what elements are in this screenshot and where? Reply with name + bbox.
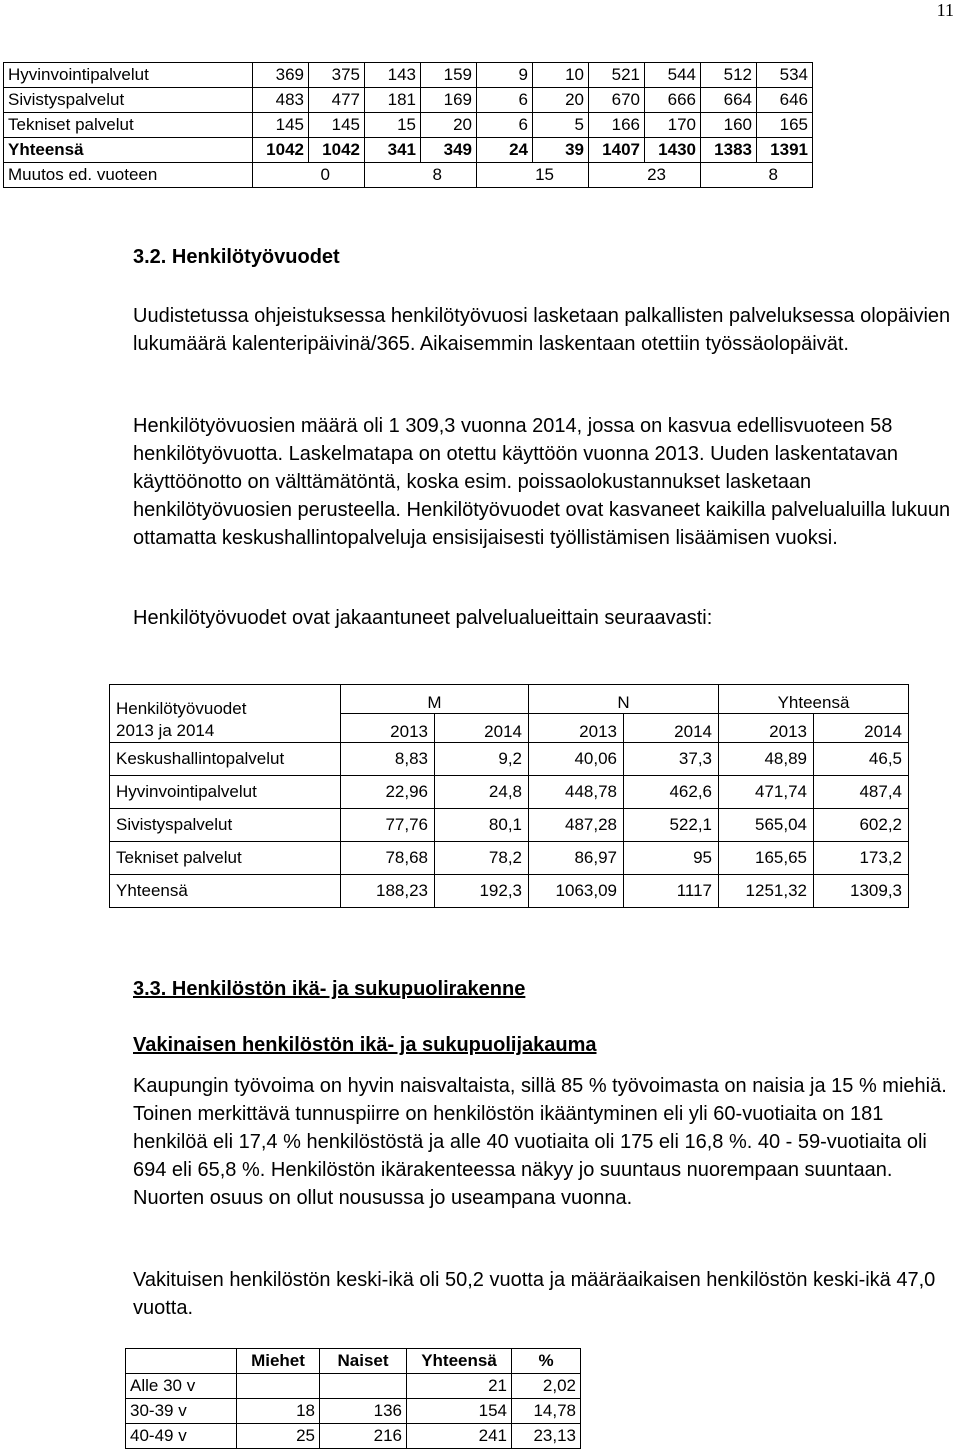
table-row (4, 138, 813, 163)
table-cell: 166 (589, 113, 645, 138)
table-cell: 241 (407, 1424, 512, 1449)
group-header: Yhteensä (719, 685, 909, 714)
age-gender-table (125, 1348, 581, 1449)
table-cell: 37,3 (624, 743, 719, 776)
table-cell: 15 (365, 113, 421, 138)
table-cell: 181 (365, 88, 421, 113)
table-cell: 143 (365, 63, 421, 88)
table-cell: 1042 (253, 138, 309, 163)
table-cell: 21 (407, 1374, 512, 1399)
section-3-3-paragraph-1: Kaupungin työvoima on hyvin naisvaltaista, sillä 85 % työvoimasta on naisia ja 15 % miehiä. Toinen merkittävä tunnuspiirre on henkilöstön ikääntyminen eli yli 60-vuotiaita on 181 henkilöä eli 17,4 % henkilöstöstä ja alle 40 vuotiaita oli 175 eli 16,8 %. 40 - 59-vuotiaita oli 694 eli 65,8 %. Henkilöstön ikärakenteessa näkyy jo suuntaus nuorempaan suuntaan. Nuorten osuus on ollut nousussa jo useampana vuonna. (133, 1075, 947, 1209)
section-3-2-paragraph-3: Henkilötyövuodet ovat jakaantuneet palvelualueittain seuraavasti: (133, 607, 713, 629)
year-header: 2013 (341, 714, 435, 743)
table-row (110, 842, 909, 875)
table-cell: 22,96 (341, 776, 435, 809)
table-cell: 78,68 (341, 842, 435, 875)
table-header-row (110, 685, 909, 714)
table-cell: 646 (757, 88, 813, 113)
table-cell: 448,78 (529, 776, 624, 809)
table-cell: 664 (701, 88, 757, 113)
table-cell: 20 (533, 88, 589, 113)
table-cell: 477 (309, 88, 365, 113)
table-cell: 1117 (624, 875, 719, 908)
row-label: Muutos ed. vuoteen (4, 163, 253, 188)
section-3-3-heading: 3.3. Henkilöstön ikä- ja sukupuolirakenne (133, 978, 526, 1000)
column-header: Miehet (237, 1349, 320, 1374)
row-label: Yhteensä (110, 875, 341, 908)
group-header: N (529, 685, 719, 714)
table-cell: 1063,09 (529, 875, 624, 908)
table-cell: 544 (645, 63, 701, 88)
section-3-2-paragraph-1: Uudistetussa ohjeistuksessa henkilötyövuosi lasketaan palkallisten palveluksessa olopäivien lukumäärä kalenteripäivinä/365. Aikaisemmin laskentaan otettiin työssäolopäivät. (133, 305, 951, 355)
table-cell: 216 (320, 1424, 407, 1449)
year-header: 2014 (814, 714, 909, 743)
table-row (110, 743, 909, 776)
table-cell: 165,65 (719, 842, 814, 875)
table-cell: 487,28 (529, 809, 624, 842)
row-label: 30-39 v (126, 1399, 237, 1424)
row-label: Hyvinvointipalvelut (110, 776, 341, 809)
column-header (126, 1349, 237, 1374)
table-cell (237, 1374, 320, 1399)
table-row (126, 1424, 581, 1449)
table-cell: 462,6 (624, 776, 719, 809)
row-label: Keskushallintopalvelut (110, 743, 341, 776)
table-row (4, 88, 813, 113)
person-years-table (109, 684, 909, 908)
column-header: Yhteensä (407, 1349, 512, 1374)
table-cell: 14,78 (512, 1399, 581, 1424)
table-row (110, 875, 909, 908)
section-3-3-subheading: Vakinaisen henkilöstön ikä- ja sukupuolijakauma (133, 1034, 597, 1056)
table-cell: 1042 (309, 138, 365, 163)
table-cell: 20 (421, 113, 477, 138)
table-cell: 483 (253, 88, 309, 113)
table-cell: 192,3 (435, 875, 529, 908)
table-cell: 512 (701, 63, 757, 88)
table-cell: 78,2 (435, 842, 529, 875)
table-cell: 602,2 (814, 809, 909, 842)
table-cell: 154 (407, 1399, 512, 1424)
table-cell (320, 1374, 407, 1399)
table-cell: 666 (645, 88, 701, 113)
table-cell: 23,13 (512, 1424, 581, 1449)
table-cell: 369 (253, 63, 309, 88)
table-title (110, 685, 341, 743)
row-label: Tekniset palvelut (4, 113, 253, 138)
table-cell: 165 (757, 113, 813, 138)
staff-count-table (3, 62, 813, 188)
table-cell: 1430 (645, 138, 701, 163)
table-cell: 95 (624, 842, 719, 875)
table-cell: 8 (365, 163, 477, 188)
column-header: % (512, 1349, 581, 1374)
table-cell: 145 (309, 113, 365, 138)
table-cell: 80,1 (435, 809, 529, 842)
table-cell: 0 (253, 163, 365, 188)
row-label: Alle 30 v (126, 1374, 237, 1399)
table-row (110, 809, 909, 842)
table-cell: 160 (701, 113, 757, 138)
table-cell: 40,06 (529, 743, 624, 776)
table-row (4, 63, 813, 88)
section-3-3-paragraph-2: Vakituisen henkilöstön keski-ikä oli 50,2 vuotta ja määräaikaisen henkilöstön keski-ikä 47,0 vuotta. (133, 1269, 936, 1319)
table-cell: 6 (477, 113, 533, 138)
table-cell: 48,89 (719, 743, 814, 776)
table-cell: 6 (477, 88, 533, 113)
table-cell: 1391 (757, 138, 813, 163)
table-cell: 24 (477, 138, 533, 163)
table-cell: 170 (645, 113, 701, 138)
table-cell: 46,5 (814, 743, 909, 776)
section-3-2-paragraph-2: Henkilötyövuosien määrä oli 1 309,3 vuonna 2014, jossa on kasvua edellisvuoteen 58 henkilötyövuotta. Laskelmatapa on otettu käyttöön vuonna 2013. Uuden laskentatavan käyttöönotto on välttämätöntä, koska esim. poissaolokustannukset lasketaan henkilötyövuosien perusteella. Henkilötyövuodet ovat kasvaneet kaikilla palvelualuilla lukuun ottamatta keskushallintopalveluja ensisijaisesti työllistämisen lisäämisen vuoksi. (133, 415, 951, 549)
row-label: Yhteensä (4, 138, 253, 163)
year-header: 2013 (719, 714, 814, 743)
row-label: Tekniset palvelut (110, 842, 341, 875)
table-cell: 10 (533, 63, 589, 88)
table-cell: 565,04 (719, 809, 814, 842)
table-title-line-2: 2013 ja 2014 (116, 721, 215, 740)
table-cell: 18 (237, 1399, 320, 1424)
table-cell: 15 (477, 163, 589, 188)
table-cell: 1309,3 (814, 875, 909, 908)
table-cell: 188,23 (341, 875, 435, 908)
year-header: 2014 (624, 714, 719, 743)
table-cell: 534 (757, 63, 813, 88)
row-label: 40-49 v (126, 1424, 237, 1449)
year-header: 2014 (435, 714, 529, 743)
year-header: 2013 (529, 714, 624, 743)
row-label: Sivistyspalvelut (110, 809, 341, 842)
table-cell: 159 (421, 63, 477, 88)
table-cell: 349 (421, 138, 477, 163)
table-cell: 77,76 (341, 809, 435, 842)
table-cell: 341 (365, 138, 421, 163)
table-row (126, 1374, 581, 1399)
table-cell: 23 (589, 163, 701, 188)
table-cell: 1407 (589, 138, 645, 163)
row-label: Sivistyspalvelut (4, 88, 253, 113)
table-cell: 8 (701, 163, 813, 188)
table-cell: 145 (253, 113, 309, 138)
table-cell: 173,2 (814, 842, 909, 875)
section-3-2-heading: 3.2. Henkilötyövuodet (133, 246, 340, 268)
table-cell: 39 (533, 138, 589, 163)
table-cell: 2,02 (512, 1374, 581, 1399)
table-cell: 5 (533, 113, 589, 138)
table-cell: 169 (421, 88, 477, 113)
table-cell: 471,74 (719, 776, 814, 809)
table-row (110, 776, 909, 809)
group-header: M (341, 685, 529, 714)
column-header: Naiset (320, 1349, 407, 1374)
table-cell: 24,8 (435, 776, 529, 809)
table-row (4, 113, 813, 138)
table-cell: 1251,32 (719, 875, 814, 908)
table-cell: 375 (309, 63, 365, 88)
table-row (126, 1399, 581, 1424)
row-label: Hyvinvointipalvelut (4, 63, 253, 88)
page-number: 11 (936, 0, 954, 20)
table-cell: 9 (477, 63, 533, 88)
table-cell: 9,2 (435, 743, 529, 776)
table-cell: 521 (589, 63, 645, 88)
table-row (4, 163, 813, 188)
table-cell: 1383 (701, 138, 757, 163)
table-cell: 522,1 (624, 809, 719, 842)
table-cell: 86,97 (529, 842, 624, 875)
table-cell: 8,83 (341, 743, 435, 776)
table-cell: 25 (237, 1424, 320, 1449)
table-cell: 487,4 (814, 776, 909, 809)
table-cell: 136 (320, 1399, 407, 1424)
table-title-line-1: Henkilötyövuodet (116, 699, 247, 718)
table-header-row (126, 1349, 581, 1374)
table-cell: 670 (589, 88, 645, 113)
